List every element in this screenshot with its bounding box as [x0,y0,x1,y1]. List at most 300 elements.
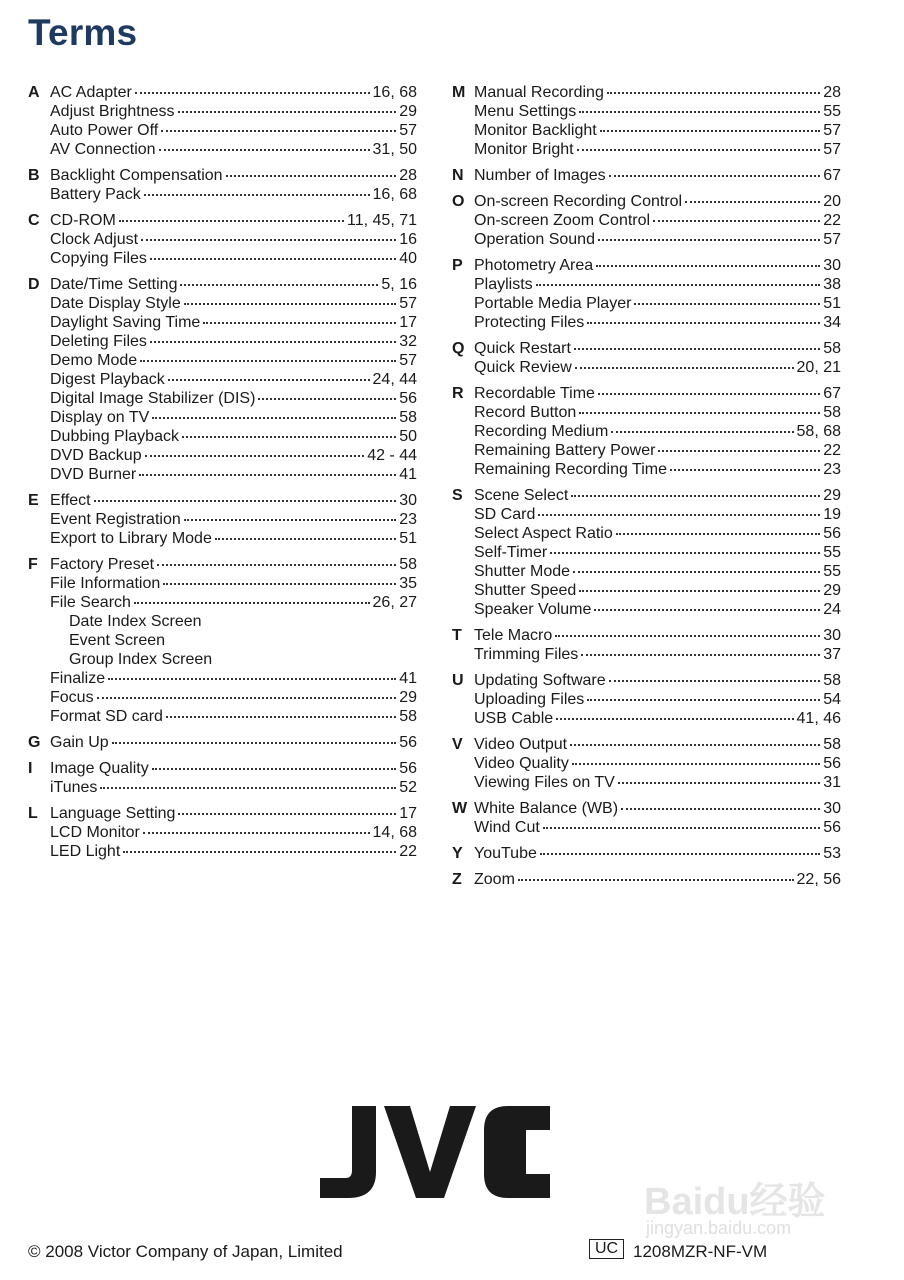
index-letter: R [452,385,464,402]
entry-term: Adjust Brightness [50,103,175,120]
dot-leader [180,284,378,286]
dot-leader [594,609,820,611]
dot-leader [97,697,397,699]
index-entry [50,140,417,159]
index-entry [474,690,841,709]
index-entry [474,600,841,619]
entry-term: Updating Software [474,672,606,689]
index-entry [474,671,841,690]
region-badge: UC [589,1239,624,1259]
entry-pages: 67 [823,167,841,184]
entry-pages: 19 [823,506,841,523]
index-group-o [452,192,841,249]
index-entry [50,332,417,351]
entry-pages: 57 [823,231,841,248]
index-letter: L [28,805,38,822]
index-group-m [452,83,841,159]
entry-pages: 41, 46 [796,710,841,727]
index-entry [474,211,841,230]
entry-term: Manual Recording [474,84,604,101]
index-entry [50,555,417,574]
entry-term: SD Card [474,506,536,523]
index-entry [50,211,417,230]
entry-pages: 32 [399,333,417,350]
dot-leader [94,500,397,502]
index-entry [50,631,417,650]
index-entry [50,593,417,612]
index-letter: D [28,276,40,293]
dot-leader [143,832,370,834]
dot-leader [621,808,820,810]
index-entry [50,612,417,631]
dot-leader [150,341,396,343]
entry-term: Digital Image Stabilizer (DIS) [50,390,256,407]
entry-pages: 28 [823,84,841,101]
entry-pages: 40 [399,250,417,267]
entry-term: Factory Preset [50,556,155,573]
entry-pages: 37 [823,646,841,663]
dot-leader [555,635,820,637]
entry-term: Daylight Saving Time [50,314,201,331]
index-entry [50,823,417,842]
entry-pages: 17 [399,314,417,331]
index-entry [50,249,417,268]
entry-term: Quick Restart [474,340,571,357]
index-letter: T [452,627,462,644]
index-group-i [28,759,417,797]
index-entry [50,166,417,185]
index-letter: O [452,193,465,210]
dot-leader [579,412,820,414]
entry-pages: 57 [823,141,841,158]
entry-term: Dubbing Playback [50,428,179,445]
index-entry [50,650,417,669]
entry-pages: 30 [823,257,841,274]
dot-leader [550,552,820,554]
index-entry [50,275,417,294]
entry-pages: 56 [399,760,417,777]
dot-leader [163,583,396,585]
entry-pages: 56 [823,755,841,772]
index-group-q [452,339,841,377]
entry-term: iTunes [50,779,98,796]
entry-term: Viewing Files on TV [474,774,615,791]
dot-leader [579,111,820,113]
index-entry [50,185,417,204]
index-group-w [452,799,841,837]
entry-pages: 56 [399,390,417,407]
dot-leader [178,813,396,815]
entry-term: Uploading Files [474,691,585,708]
dot-leader [119,220,344,222]
entry-term: DVD Backup [50,447,142,464]
entry-pages: 30 [823,800,841,817]
document-code: 1208MZR-NF-VM [633,1242,768,1261]
entry-term: Monitor Bright [474,141,574,158]
copyright: © 2008 Victor Company of Japan, Limited [28,1242,343,1261]
dot-leader [609,680,821,682]
dot-leader [598,239,820,241]
index-group-c [28,211,417,268]
entry-pages: 57 [399,295,417,312]
index-entry [50,510,417,529]
index-letter: V [452,736,463,753]
entry-term: Event Screen [69,632,166,649]
entry-pages: 30 [823,627,841,644]
dot-leader [587,322,820,324]
index-entry [50,389,417,408]
dot-leader [653,220,820,222]
index-group-p [452,256,841,332]
watermark-logo: Baidu经验 [644,1181,826,1223]
entry-pages: 23 [823,461,841,478]
entry-pages: 58 [823,736,841,753]
index-group-v [452,735,841,792]
dot-leader [203,322,396,324]
entry-term: Copying Files [50,250,147,267]
dot-leader [670,469,820,471]
entry-term: Demo Mode [50,352,138,369]
entry-pages: 29 [823,487,841,504]
entry-pages: 29 [399,689,417,706]
entry-pages: 38 [823,276,841,293]
entry-pages: 41 [399,466,417,483]
entry-term: Backlight Compensation [50,167,223,184]
entry-term: Protecting Files [474,314,585,331]
entry-pages: 55 [823,563,841,580]
index-group-r [452,384,841,479]
index-entry [474,422,841,441]
entry-term: AV Connection [50,141,156,158]
index-entry [474,192,841,211]
dot-leader [577,149,821,151]
entry-pages: 23 [399,511,417,528]
index-group-z [452,870,841,889]
dot-leader [581,654,820,656]
dot-leader [157,564,396,566]
index-entry [50,427,417,446]
index-group-s [452,486,841,619]
entry-term: Tele Macro [474,627,553,644]
index-entry [474,256,841,275]
dot-leader [575,367,794,369]
entry-term: YouTube [474,845,537,862]
dot-leader [634,303,820,305]
entry-term: Self-Timer [474,544,548,561]
entry-pages: 58 [399,556,417,573]
entry-pages: 58 [823,672,841,689]
dot-leader [145,455,365,457]
entry-term: Deleting Files [50,333,147,350]
dot-leader [150,258,396,260]
entry-pages: 29 [399,103,417,120]
entry-term: Date/Time Setting [50,276,178,293]
index-entry [50,491,417,510]
entry-pages: 67 [823,385,841,402]
entry-term: Date Display Style [50,295,181,312]
index-entry [50,804,417,823]
entry-pages: 54 [823,691,841,708]
entry-pages: 22 [823,212,841,229]
entry-term: Zoom [474,871,515,888]
index-entry [50,446,417,465]
dot-leader [570,744,820,746]
dot-leader [658,450,820,452]
entry-pages: 51 [399,530,417,547]
entry-pages: 52 [399,779,417,796]
entry-term: Shutter Speed [474,582,577,599]
entry-pages: 22 [823,442,841,459]
entry-term: Effect [50,492,91,509]
index-entry [50,759,417,778]
entry-pages: 29 [823,582,841,599]
dot-leader [556,718,793,720]
entry-term: Finalize [50,670,106,687]
dot-leader [540,853,820,855]
index-entry [474,709,841,728]
entry-pages: 53 [823,845,841,862]
entry-pages: 58, 68 [796,423,841,440]
index-entry [474,460,841,479]
entry-pages: 58 [399,708,417,725]
dot-leader [140,360,396,362]
entry-term: Record Button [474,404,577,421]
entry-term: Image Quality [50,760,149,777]
dot-leader [574,348,820,350]
entry-term: Language Setting [50,805,176,822]
entry-pages: 41 [399,670,417,687]
dot-leader [168,379,370,381]
entry-pages: 58 [823,404,841,421]
dot-leader [215,538,396,540]
index-entry [50,313,417,332]
index-entry [474,83,841,102]
entry-term: Recording Medium [474,423,609,440]
entry-term: Monitor Backlight [474,122,597,139]
entry-pages: 31, 50 [372,141,417,158]
entry-pages: 50 [399,428,417,445]
entry-pages: 20 [823,193,841,210]
entry-term: Battery Pack [50,186,141,203]
entry-term: Gain Up [50,734,109,751]
entry-term: Remaining Recording Time [474,461,667,478]
index-letter: Q [452,340,465,357]
index-entry [474,486,841,505]
entry-term: Display on TV [50,409,150,426]
dot-leader [135,92,370,94]
index-entry [50,778,417,797]
entry-pages: 56 [823,819,841,836]
dot-leader [166,716,396,718]
entry-pages: 5, 16 [381,276,417,293]
index-group-d [28,275,417,484]
index-entry [474,543,841,562]
dot-leader [182,436,396,438]
index-group-t [452,626,841,664]
entry-term: Focus [50,689,94,706]
index-entry [474,735,841,754]
index-letter: C [28,212,40,229]
index-entry [474,626,841,645]
dot-leader [144,194,370,196]
index-entry [474,339,841,358]
entry-pages: 35 [399,575,417,592]
dot-leader [184,519,396,521]
index-letter: F [28,556,38,573]
index-letter: S [452,487,463,504]
entry-term: Clock Adjust [50,231,139,248]
index-entry [474,358,841,377]
index-entry [50,230,417,249]
index-entry [474,505,841,524]
index-entry [50,842,417,861]
entry-pages: 57 [399,352,417,369]
entry-term: Scene Select [474,487,569,504]
dot-leader [618,782,820,784]
dot-leader [538,514,820,516]
dot-leader [161,130,396,132]
dot-leader [571,495,820,497]
index-entry [474,102,841,121]
dot-leader [159,149,370,151]
entry-term: Format SD card [50,708,163,725]
index-entry [474,562,841,581]
index-entry [50,465,417,484]
entry-pages: 24 [823,601,841,618]
index-column-left [28,83,417,868]
index-entry [50,121,417,140]
index-entry [474,754,841,773]
entry-term: Speaker Volume [474,601,592,618]
index-entry [474,581,841,600]
dot-leader [139,474,396,476]
dot-leader [258,398,396,400]
entry-term: Video Output [474,736,568,753]
entry-term: USB Cable [474,710,554,727]
index-entry [50,408,417,427]
entry-pages: 16 [399,231,417,248]
entry-term: Portable Media Player [474,295,632,312]
index-entry [474,441,841,460]
entry-pages: 17 [399,805,417,822]
entry-term: Quick Review [474,359,572,376]
dot-leader [600,130,820,132]
dot-leader [152,417,396,419]
entry-pages: 55 [823,103,841,120]
entry-term: LCD Monitor [50,824,140,841]
entry-term: Shutter Mode [474,563,571,580]
entry-pages: 26, 27 [372,594,417,611]
index-entry [474,166,841,185]
entry-term: Trimming Files [474,646,579,663]
dot-leader [609,175,821,177]
index-letter: Z [452,871,462,888]
index-letter: B [28,167,40,184]
entry-pages: 51 [823,295,841,312]
entry-term: Digest Playback [50,371,165,388]
entry-pages: 20, 21 [796,359,841,376]
entry-pages: 31 [823,774,841,791]
dot-leader [611,431,793,433]
entry-pages: 16, 68 [372,84,417,101]
index-entry [474,773,841,792]
entry-term: Wind Cut [474,819,540,836]
entry-pages: 22 [399,843,417,860]
index-entry [50,294,417,313]
index-letter: P [452,257,463,274]
index-entry [474,844,841,863]
index-letter: G [28,734,41,751]
index-entry [50,102,417,121]
index-letter: N [452,167,464,184]
index-entry [474,799,841,818]
dot-leader [134,602,370,604]
entry-term: Recordable Time [474,385,595,402]
index-entry [474,230,841,249]
dot-leader [573,571,820,573]
index-letter: I [28,760,33,777]
index-group-g [28,733,417,752]
dot-leader [123,851,396,853]
entry-term: White Balance (WB) [474,800,619,817]
dot-leader [152,768,396,770]
index-group-b [28,166,417,204]
entry-pages: 28 [399,167,417,184]
dot-leader [178,111,397,113]
dot-leader [685,201,820,203]
entry-term: Photometry Area [474,257,594,274]
entry-term: Operation Sound [474,231,595,248]
index-entry [50,733,417,752]
dot-leader [108,678,396,680]
dot-leader [100,787,396,789]
index-entry [474,524,841,543]
entry-pages: 22, 56 [796,871,841,888]
index-letter: Y [452,845,463,862]
entry-term: DVD Burner [50,466,137,483]
index-entry [474,275,841,294]
entry-pages: 56 [823,525,841,542]
dot-leader [587,699,820,701]
entry-pages: 57 [823,122,841,139]
dot-leader [596,265,820,267]
index-entry [50,574,417,593]
index-letter: E [28,492,39,509]
index-entry [50,669,417,688]
index-entry [50,688,417,707]
entry-term: Menu Settings [474,103,577,120]
entry-pages: 55 [823,544,841,561]
dot-leader [141,239,396,241]
entry-term: On-screen Zoom Control [474,212,651,229]
index-group-a [28,83,417,159]
index-letter: M [452,84,466,101]
index-entry [50,83,417,102]
index-letter: W [452,800,468,817]
dot-leader [579,590,820,592]
entry-term: AC Adapter [50,84,132,101]
entry-pages: 24, 44 [372,371,417,388]
watermark-url: jingyan.baidu.com [646,1218,792,1238]
index-entry [474,121,841,140]
index-entry [474,403,841,422]
dot-leader [536,284,821,286]
entry-term: Event Registration [50,511,181,528]
dot-leader [572,763,820,765]
dot-leader [112,742,397,744]
index-group-f [28,555,417,726]
index-column-right [452,83,841,896]
